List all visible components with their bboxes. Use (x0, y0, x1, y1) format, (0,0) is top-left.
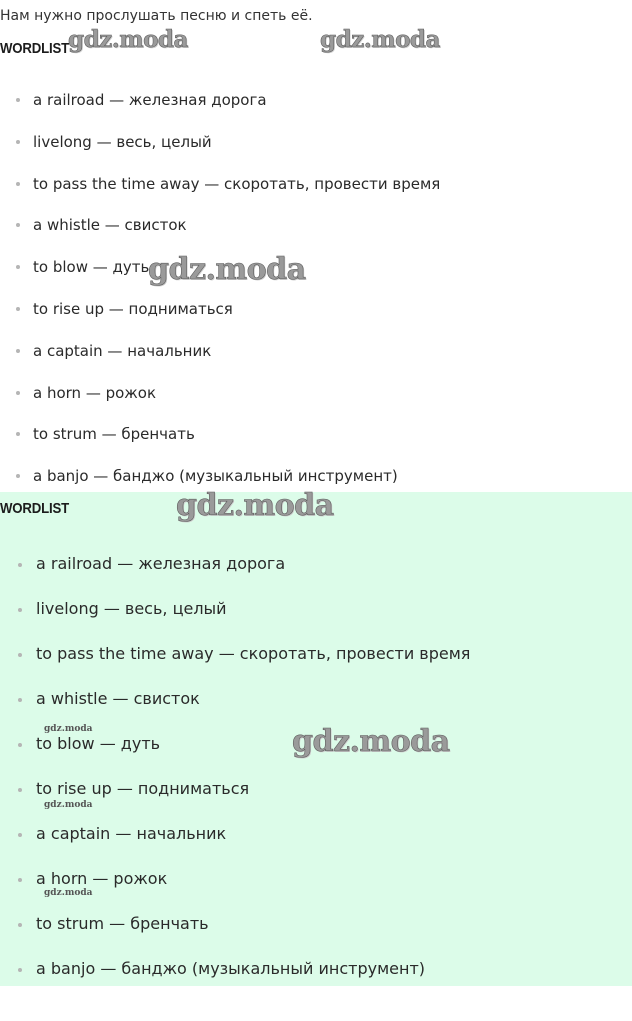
list-item: to pass the time away — скоротать, провести время (0, 643, 470, 688)
wordlist (0, 89, 440, 507)
list-item: to strum — бренчать (0, 913, 470, 958)
list-item: livelong — весь, целый (0, 131, 440, 173)
list-item: a railroad — железная дорога (0, 89, 440, 131)
list-item: to strum — бренчать (0, 423, 440, 465)
list-item: a captain — начальник (0, 340, 440, 382)
wordlist-heading: WORDLIST (0, 500, 69, 517)
list-item: to rise up — подниматься (0, 778, 470, 823)
list-item: a banjo — банджо (музыкальный инструмент) (0, 465, 440, 507)
watermark: gdz.moda (68, 26, 188, 53)
list-item: livelong — весь, целый (0, 598, 470, 643)
watermark: gdz.moda (292, 724, 450, 759)
wordlist-heading: WORDLIST (0, 40, 69, 57)
intro-text: Нам нужно прослушать песню и спеть её. (0, 8, 313, 24)
wordlist (0, 553, 470, 1003)
list-item: a whistle — свисток (0, 688, 470, 733)
watermark: gdz.moda (44, 800, 93, 810)
list-item: to blow — дуть (0, 733, 470, 778)
list-item: a whistle — свисток (0, 214, 440, 256)
list-item: a captain — начальник (0, 823, 470, 868)
watermark: gdz.moda (148, 252, 306, 287)
list-item: a railroad — железная дорога (0, 553, 470, 598)
list-item: to rise up — подниматься (0, 298, 440, 340)
watermark: gdz.moda (44, 724, 93, 734)
list-item: a banjo — банджо (музыкальный инструмент) (0, 958, 470, 1003)
list-item: a horn — рожок (0, 382, 440, 424)
watermark: gdz.moda (176, 488, 334, 523)
watermark: gdz.moda (320, 26, 440, 53)
list-item: a horn — рожок (0, 868, 470, 913)
list-item: to blow — дуть (0, 256, 440, 298)
list-item: to pass the time away — скоротать, провести время (0, 173, 440, 215)
watermark: gdz.moda (44, 888, 93, 898)
